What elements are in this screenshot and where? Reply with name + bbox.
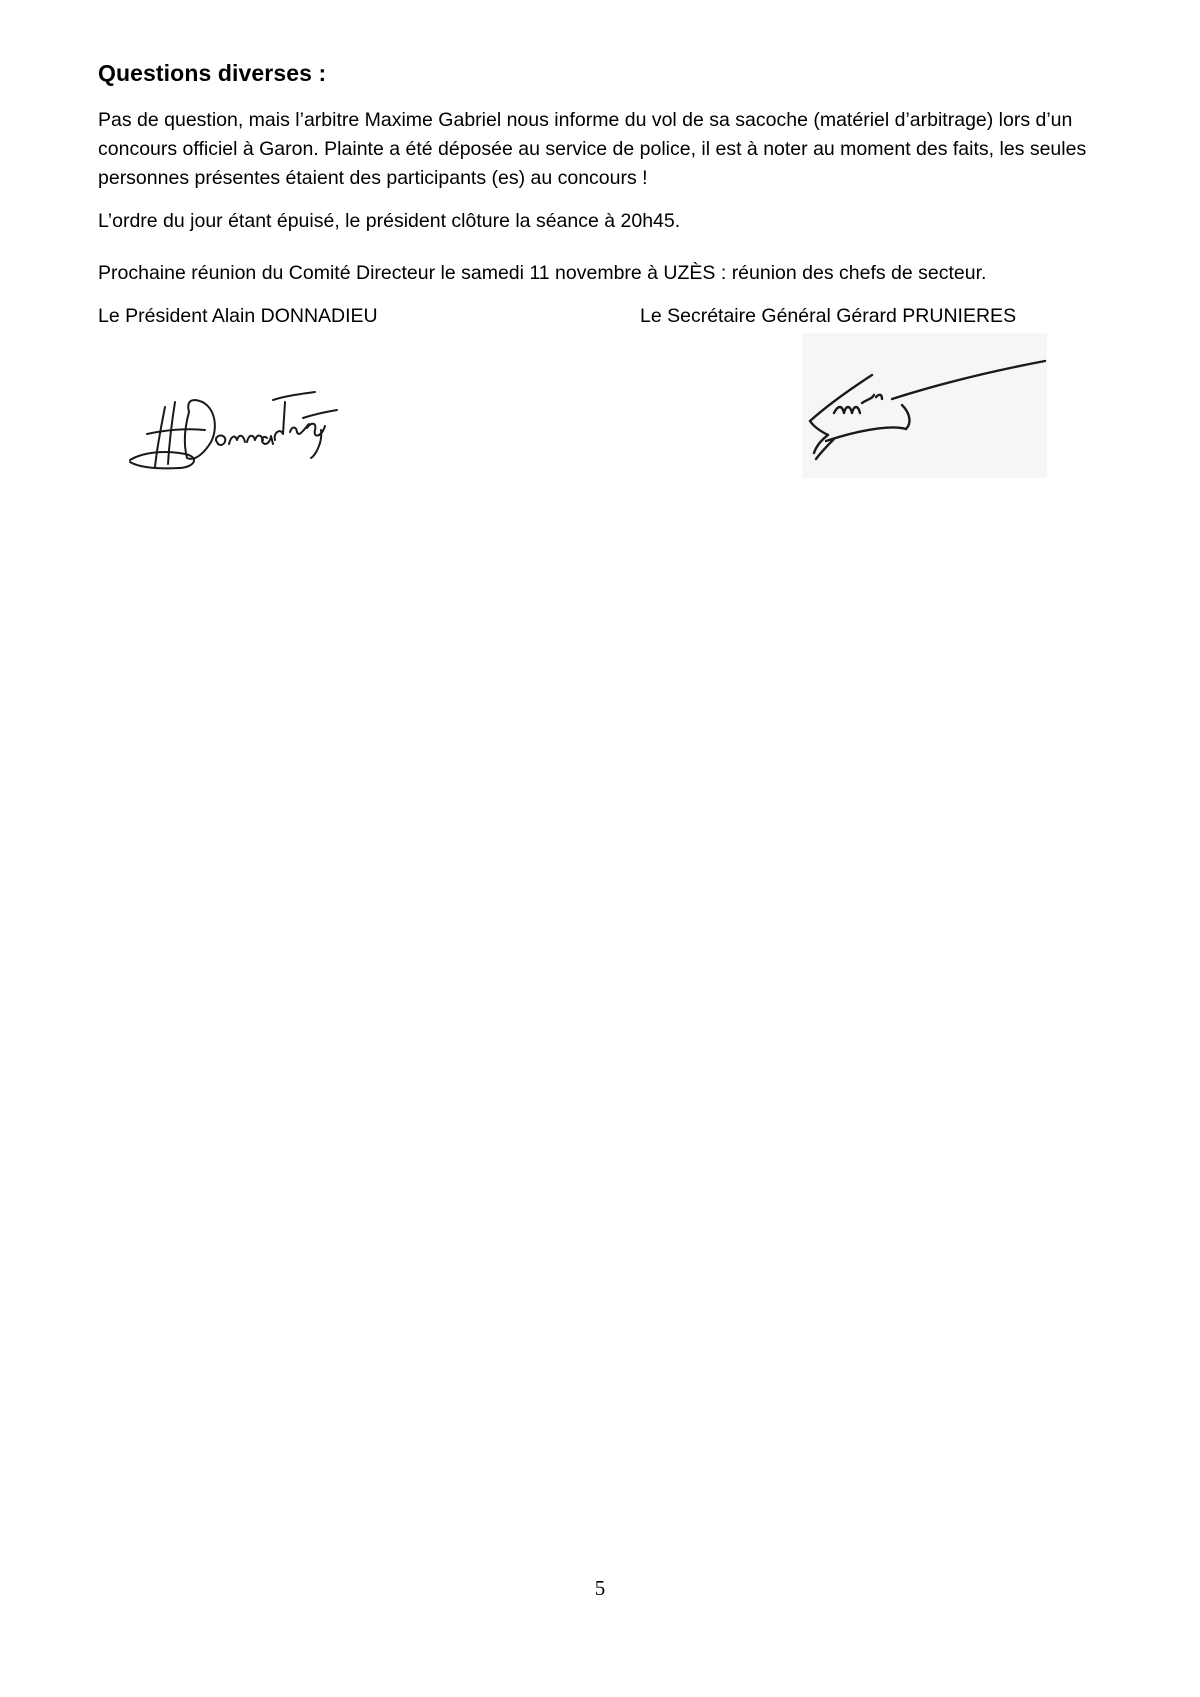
president-signature-label: Le Président Alain DONNADIEU xyxy=(98,305,378,327)
paragraph-next-meeting: Prochaine réunion du Comité Directeur le samedi 11 novembre à UZÈS : réunion des chefs de secteur. xyxy=(98,262,987,284)
paragraph-closing: L’ordre du jour étant épuisé, le président clôture la séance à 20h45. xyxy=(98,210,681,232)
president-signature-image xyxy=(125,372,340,472)
secretary-signature-image xyxy=(802,333,1047,478)
paragraph-questions: Pas de question, mais l’arbitre Maxime Gabriel nous informe du vol de sa sacoche (matériel d’arbitrage) lors d’un concours officiel à Garon. Plainte a été déposée au service de police, il est à noter au moment des faits, les seules personnes présentes étaient des participants (es) au concours ! xyxy=(98,109,1087,189)
secretary-signature-label: Le Secrétaire Général Gérard PRUNIERES xyxy=(640,305,1017,327)
section-heading: Questions diverses : xyxy=(98,60,327,86)
page-number: 5 xyxy=(594,1576,606,1600)
